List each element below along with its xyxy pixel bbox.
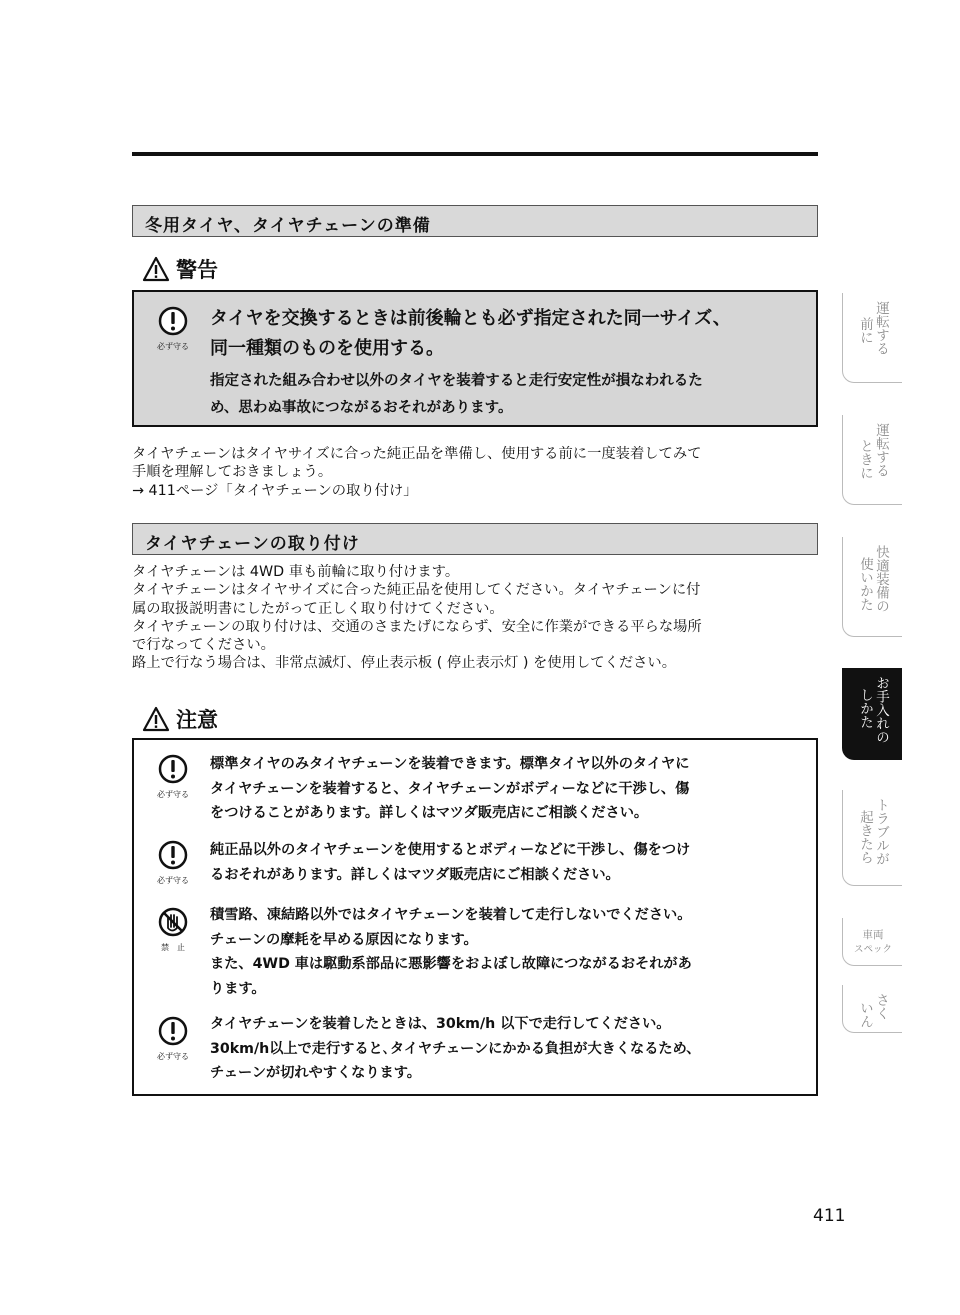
exclamation-circle-icon bbox=[158, 754, 188, 784]
section-header-attach-chains bbox=[132, 523, 818, 555]
caution-item-2: 純正品以外のタイヤチェーンを使用するとボディーなどに干渉し、傷をつけ るおそれがあります。詳しくはマツダ販売店にご相談ください。 bbox=[210, 842, 691, 883]
prohibition-mark: 禁 止 bbox=[150, 907, 196, 953]
top-rule bbox=[132, 152, 818, 156]
prohibition-hand-icon bbox=[158, 907, 188, 937]
warning-detail-text: 指定された組み合わせ以外のタイヤを装着すると走行安定性が損なわれるた め、思わぬ事故につながるおそれがあります。 bbox=[210, 373, 703, 416]
tab-comfort-equipment[interactable]: 快適装備の 使いかた bbox=[842, 537, 902, 637]
caution-item-3: 積雪路、凍結路以外ではタイヤチェーンを装着して走行しないでください。 チェーンの摩耗を早める原因になります。 また、4WD 車は駆動系部品に悪影響をおよぼし故障につながるおそれがあ ります。 bbox=[210, 907, 692, 997]
caution-item-1: 標準タイヤのみタイヤチェーンを装着できます。標準タイヤ以外のタイヤに タイヤチェーンを装着すると、タイヤチェーンがボディーなどに干渉し、傷 をつけることがあります。詳しくはマツダ販売店にご相談ください。 bbox=[210, 756, 690, 821]
warning-label: 警告 bbox=[176, 258, 218, 282]
exclamation-circle-icon bbox=[158, 1016, 188, 1046]
warning-box bbox=[132, 290, 818, 427]
tab-index[interactable]: さく いん bbox=[842, 985, 902, 1033]
tab-while-driving[interactable]: 運転する ときに bbox=[842, 415, 902, 505]
warning-triangle-icon bbox=[142, 256, 170, 282]
section-title: 冬用タイヤ、タイヤチェーンの準備 bbox=[145, 216, 431, 236]
tab-specifications[interactable]: 車両 スペック bbox=[842, 918, 902, 966]
must-observe-mark: 必ず守る bbox=[150, 840, 196, 886]
must-observe-mark: 必ず守る bbox=[150, 306, 196, 352]
exclamation-circle-icon bbox=[158, 306, 188, 336]
tab-before-driving[interactable]: 運転する 前に bbox=[842, 293, 902, 383]
must-observe-mark: 必ず守る bbox=[150, 754, 196, 800]
tab-maintenance[interactable]: お手入れの しかた bbox=[842, 668, 902, 760]
caution-label: 注意 bbox=[176, 708, 218, 732]
caution-box bbox=[132, 738, 818, 1096]
caution-item-4: タイヤチェーンを装着したときは、30km/h 以下で走行してください。 30km/h以上で走行すると､タイヤチェーンにかかる負担が大きくなるため、 チェーンが切れやすくなります。 bbox=[210, 1016, 701, 1081]
must-observe-mark: 必ず守る bbox=[150, 1016, 196, 1062]
exclamation-circle-icon bbox=[158, 840, 188, 870]
paragraph-attach: タイヤチェーンは 4WD 車も前輪に取り付けます。 タイヤチェーンはタイヤサイズに合った純正品を使用してください。タイヤチェーンに付 属の取扱説明書にしたがって正しく取り付けてください。 タイヤチェーンの取り付けは、交通のさまたげにならず、安全に作業ができる平らな場所 で行なってください。 路上で行なう場合は、非常点滅灯、停止表示板 ( 停止表示灯 ) を使用してください。 bbox=[132, 564, 702, 672]
section-header-winter-tires bbox=[132, 205, 818, 237]
caution-triangle-icon bbox=[142, 706, 170, 732]
section-title: タイヤチェーンの取り付け bbox=[145, 534, 360, 554]
tab-troubleshooting[interactable]: トラブルが 起きたら bbox=[842, 790, 902, 886]
page-number: 411 bbox=[813, 1206, 846, 1226]
warning-main-text: タイヤを交換するときは前後輪とも必ず指定された同一サイズ、 同一種類のものを使用する。 bbox=[210, 308, 731, 359]
paragraph-prepare: タイヤチェーンはタイヤサイズに合った純正品を準備し、使用する前に一度装着してみて 手順を理解しておきましょう。 → 411ページ「タイヤチェーンの取り付け」 bbox=[132, 446, 702, 499]
